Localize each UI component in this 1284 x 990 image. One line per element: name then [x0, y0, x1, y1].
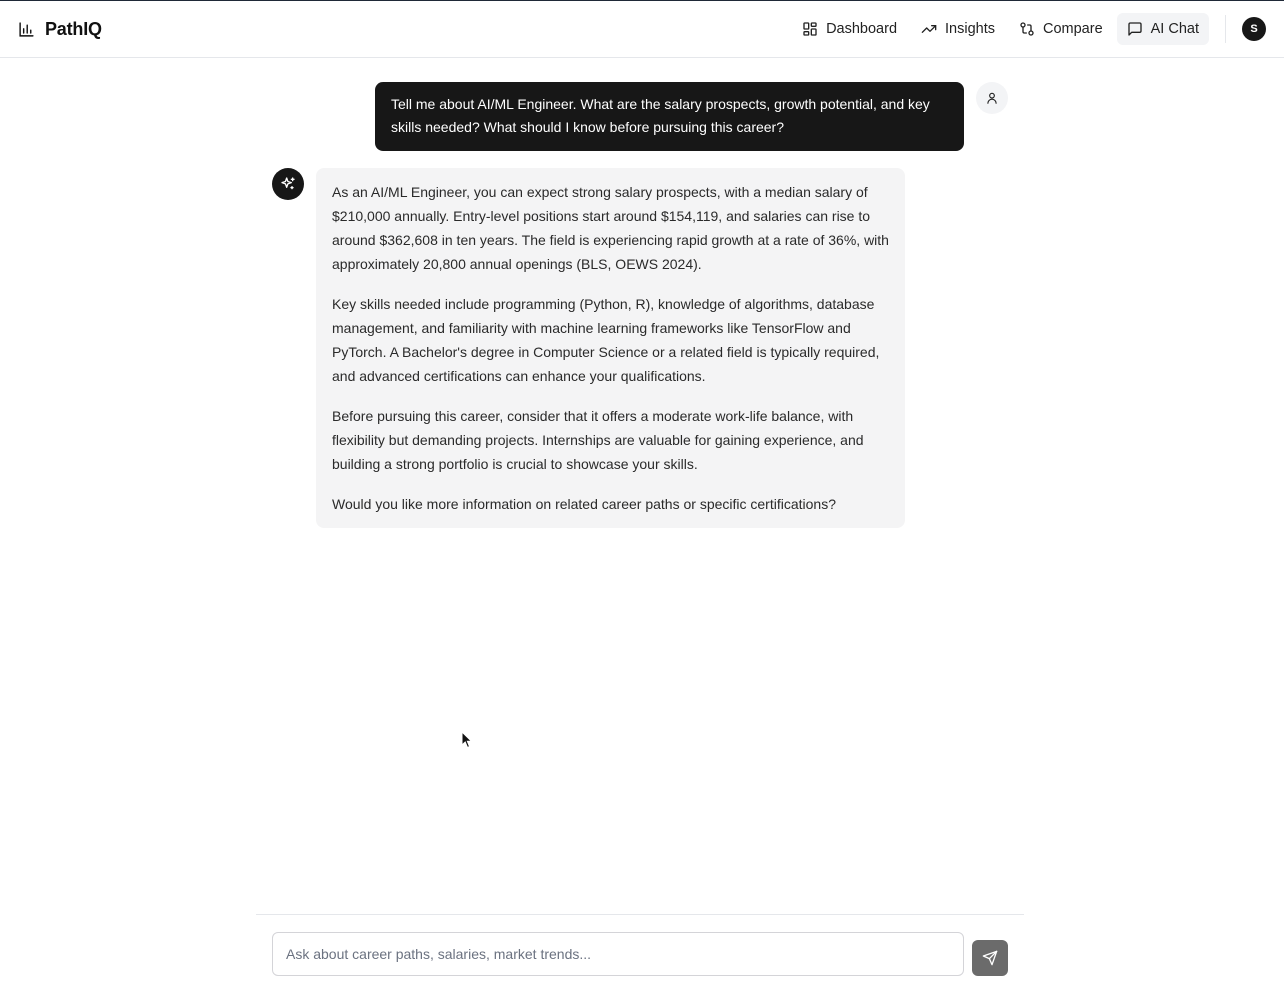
dashboard-grid-icon	[802, 21, 818, 37]
message-square-icon	[1127, 21, 1143, 37]
user-message: Tell me about AI/ML Engineer. What are the salary prospects, growth potential, and key skills needed? What should I know before pursuing this career?	[375, 82, 964, 151]
nav-insights[interactable]	[911, 13, 1005, 45]
nav-dashboard[interactable]	[792, 13, 907, 45]
user-avatar-button[interactable]: S	[1242, 17, 1266, 41]
mouse-cursor-icon	[461, 731, 473, 749]
composer-divider	[256, 914, 1024, 915]
brand[interactable]	[18, 19, 102, 40]
assistant-avatar	[272, 168, 304, 200]
nav-ai-chat[interactable]	[1117, 13, 1209, 45]
nav-dashboard-label: Dashboard	[826, 21, 898, 37]
send-icon	[982, 950, 998, 966]
top-navbar	[0, 1, 1284, 58]
assistant-paragraph: Would you like more information on related career paths or specific certifications?	[332, 496, 836, 512]
user-icon	[985, 91, 999, 105]
nav-compare[interactable]	[1009, 13, 1113, 45]
nav-divider	[1225, 15, 1226, 43]
main-nav	[792, 13, 1266, 45]
trending-up-icon	[921, 21, 937, 37]
nav-insights-label: Insights	[945, 21, 995, 37]
nav-ai-chat-label: AI Chat	[1150, 21, 1199, 37]
assistant-message	[316, 168, 905, 528]
assistant-paragraph: As an AI/ML Engineer, you can expect strong salary prospects, with a median salary of $210,000 annually. Entry-level positions start around $154,119, and salaries can rise to around $362,608 in ten years. The field is experiencing rapid growth at a rate of 36%, with approximately 20,800 annual openings (BLS, OEWS 2024).	[332, 184, 889, 272]
bar-chart-icon	[18, 21, 35, 38]
git-compare-icon	[1019, 21, 1035, 37]
assistant-paragraph: Key skills needed include programming (Python, R), knowledge of algorithms, database management, and familiarity with machine learning frameworks like TensorFlow and PyTorch. A Bachelor's degree in Computer Science or a related field is typically required, and advanced certifications can enhance your qualifications.	[332, 296, 880, 384]
user-message-avatar	[976, 82, 1008, 114]
sparkles-icon	[280, 176, 296, 192]
assistant-paragraph: Before pursuing this career, consider that it offers a moderate work-life balance, with flexibility but demanding projects. Internships are valuable for gaining experience, and building a strong portfolio is crucial to showcase your skills.	[332, 408, 864, 472]
nav-compare-label: Compare	[1043, 21, 1103, 37]
app-name: PathIQ	[45, 18, 102, 39]
send-button[interactable]	[972, 940, 1008, 976]
chat-input[interactable]	[272, 932, 964, 976]
